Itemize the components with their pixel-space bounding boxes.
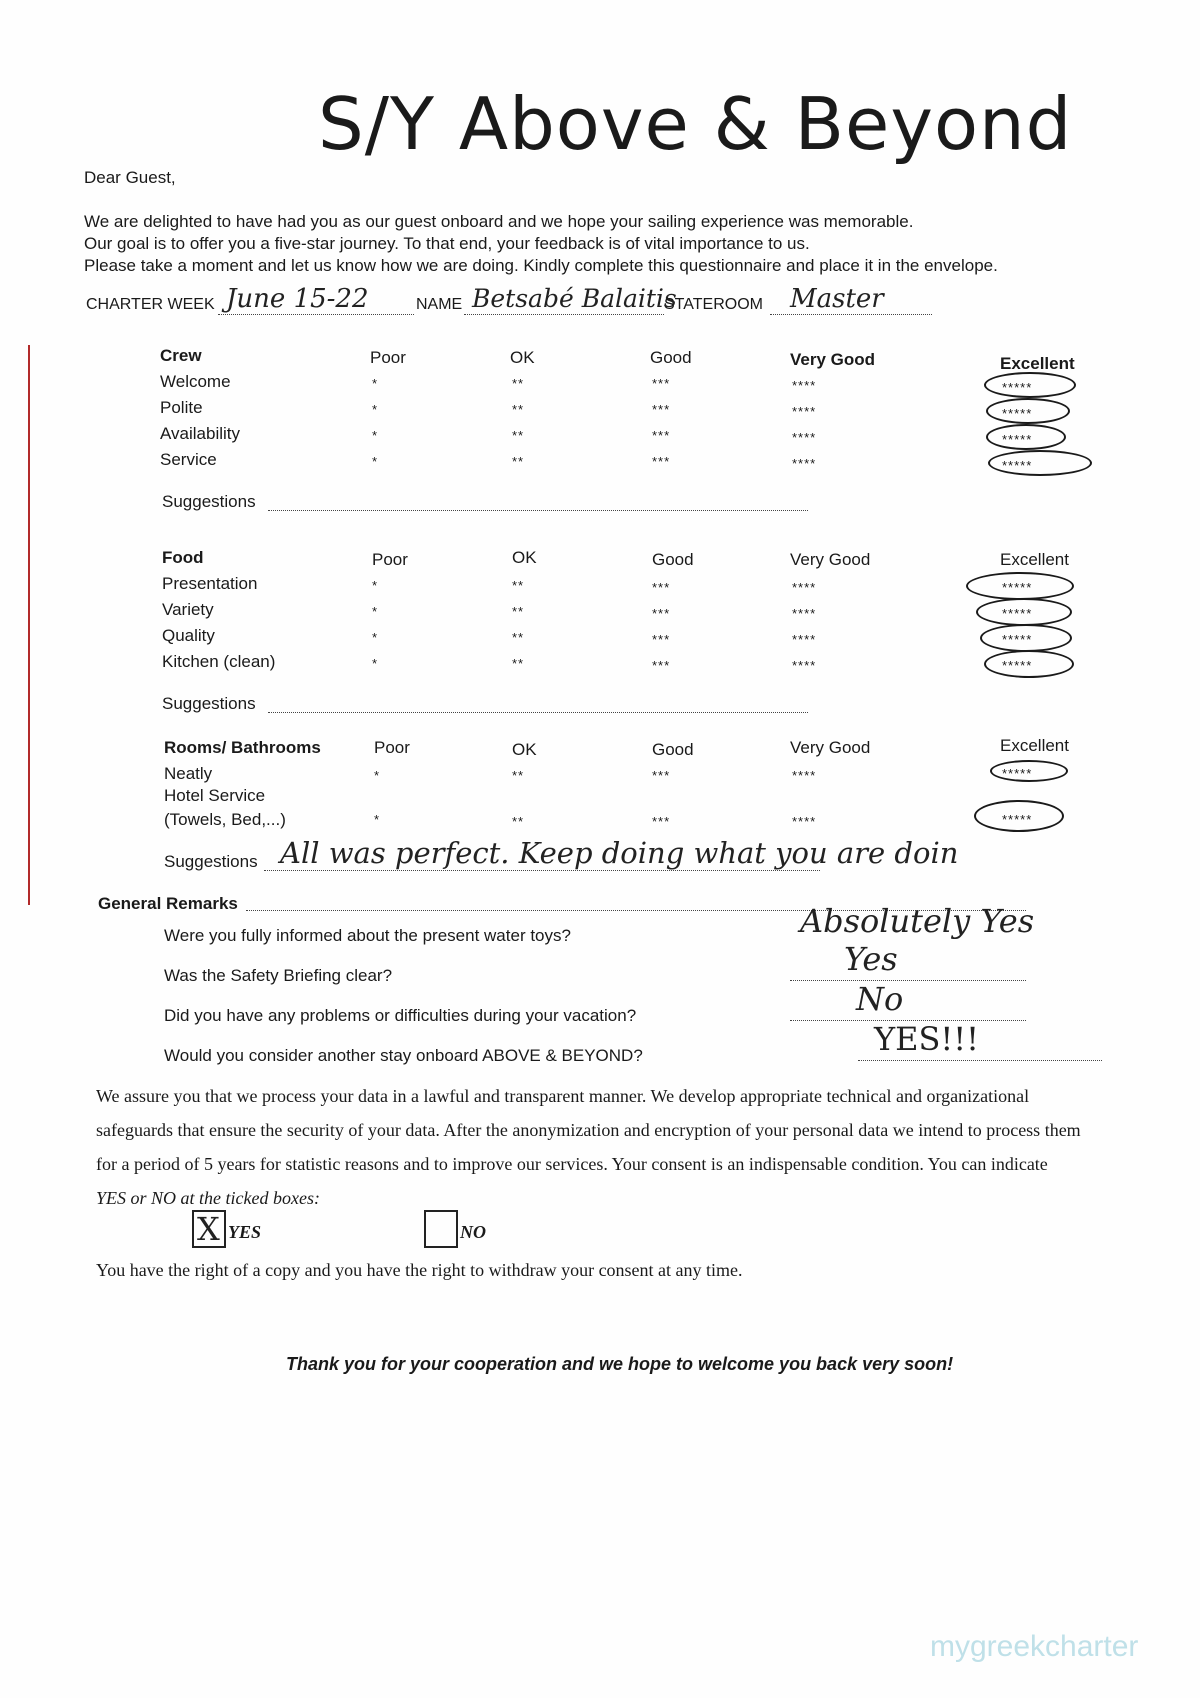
star-poor[interactable]: * bbox=[372, 656, 379, 671]
star-very-good[interactable]: **** bbox=[792, 814, 817, 829]
star-ok[interactable]: ** bbox=[512, 656, 525, 671]
star-very-good[interactable]: **** bbox=[792, 456, 817, 471]
crew-item: Availability bbox=[160, 424, 241, 443]
intro-line-3: Please take a moment and let us know how we are doing. Kindly complete this questionnaire and place it in the envelope. bbox=[84, 256, 998, 275]
star-poor[interactable]: * bbox=[374, 812, 381, 827]
privacy-text-line: safeguards that ensure the security of your data. After the anonymization and encryption of your personal data we intend to process them bbox=[96, 1120, 1081, 1140]
privacy-text-line: YES or NO at the ticked boxes: bbox=[96, 1188, 320, 1208]
charter-week-value[interactable]: June 15-22 bbox=[226, 284, 369, 314]
section-title-crew: Crew bbox=[160, 346, 202, 365]
col-excellent: Excellent bbox=[1000, 736, 1069, 755]
question-text: Was the Safety Briefing clear? bbox=[164, 966, 393, 985]
star-poor[interactable]: * bbox=[372, 428, 379, 443]
suggestions-input[interactable] bbox=[264, 870, 820, 871]
selection-circle bbox=[984, 372, 1076, 398]
col-excellent: Excellent bbox=[1000, 550, 1069, 569]
intro-line-2: Our goal is to offer you a five-star journey. To that end, your feedback is of vital importance to us. bbox=[84, 234, 810, 253]
star-good[interactable]: *** bbox=[652, 768, 671, 783]
star-excellent[interactable]: ***** bbox=[1002, 380, 1033, 395]
no-checkbox[interactable] bbox=[424, 1210, 458, 1248]
star-very-good[interactable]: **** bbox=[792, 430, 817, 445]
star-very-good[interactable]: **** bbox=[792, 632, 817, 647]
star-ok[interactable]: ** bbox=[512, 402, 525, 417]
selection-circle bbox=[986, 398, 1070, 424]
page-title: S/Y Above & Beyond bbox=[318, 82, 1073, 166]
star-excellent[interactable]: ***** bbox=[1002, 632, 1033, 647]
answer-value[interactable]: Yes bbox=[844, 940, 898, 978]
star-ok[interactable]: ** bbox=[512, 768, 525, 783]
star-ok[interactable]: ** bbox=[512, 604, 525, 619]
star-poor[interactable]: * bbox=[372, 376, 379, 391]
question-text: Did you have any problems or difficulties during your vacation? bbox=[164, 1006, 637, 1025]
star-poor[interactable]: * bbox=[372, 454, 379, 469]
star-poor[interactable]: * bbox=[372, 604, 379, 619]
name-value[interactable]: Betsabé Balaitis bbox=[472, 284, 677, 313]
star-good[interactable]: *** bbox=[652, 814, 671, 829]
rooms-item: Neatly bbox=[164, 764, 213, 783]
yes-checkbox[interactable] bbox=[192, 1210, 226, 1248]
star-good[interactable]: *** bbox=[652, 580, 671, 595]
selection-circle bbox=[988, 450, 1092, 476]
star-excellent[interactable]: ***** bbox=[1002, 812, 1033, 827]
col-good: Good bbox=[652, 550, 694, 569]
star-poor[interactable]: * bbox=[372, 578, 379, 593]
selection-circle bbox=[984, 650, 1074, 678]
margin-line bbox=[28, 345, 30, 905]
crew-item: Service bbox=[160, 450, 217, 469]
food-item: Quality bbox=[162, 626, 215, 645]
selection-circle bbox=[974, 800, 1064, 832]
question-text: Would you consider another stay onboard ABOVE & BEYOND? bbox=[164, 1046, 643, 1065]
rooms-item: (Towels, Bed,...) bbox=[164, 810, 286, 829]
check-mark-icon: X bbox=[197, 1210, 220, 1248]
star-ok[interactable]: ** bbox=[512, 428, 525, 443]
selection-circle bbox=[966, 572, 1074, 600]
col-ok: OK bbox=[510, 348, 535, 367]
rights-text: You have the right of a copy and you have the right to withdraw your consent at any time. bbox=[96, 1260, 743, 1280]
suggestions-label: Suggestions bbox=[164, 852, 258, 871]
star-excellent[interactable]: ***** bbox=[1002, 406, 1033, 421]
star-ok[interactable]: ** bbox=[512, 578, 525, 593]
question-text: Were you fully informed about the present water toys? bbox=[164, 926, 571, 945]
star-excellent[interactable]: ***** bbox=[1002, 458, 1033, 473]
star-excellent[interactable]: ***** bbox=[1002, 432, 1033, 447]
greeting: Dear Guest, bbox=[84, 168, 176, 187]
food-item: Presentation bbox=[162, 574, 258, 593]
star-good[interactable]: *** bbox=[652, 606, 671, 621]
section-title-food: Food bbox=[162, 548, 204, 567]
star-good[interactable]: *** bbox=[652, 632, 671, 647]
selection-circle bbox=[986, 424, 1066, 450]
star-good[interactable]: *** bbox=[652, 454, 671, 469]
no-label: NO bbox=[460, 1222, 486, 1242]
stateroom-label: STATEROOM bbox=[664, 296, 763, 313]
star-poor[interactable]: * bbox=[372, 630, 379, 645]
col-poor: Poor bbox=[370, 348, 406, 367]
star-very-good[interactable]: **** bbox=[792, 378, 817, 393]
intro-line-1: We are delighted to have had you as our guest onboard and we hope your sailing experience was memorable. bbox=[84, 212, 914, 231]
star-poor[interactable]: * bbox=[372, 402, 379, 417]
star-ok[interactable]: ** bbox=[512, 814, 525, 829]
col-excellent: Excellent bbox=[1000, 354, 1075, 373]
suggestions-label: Suggestions bbox=[162, 694, 256, 713]
star-ok[interactable]: ** bbox=[512, 454, 525, 469]
answer-value[interactable]: Absolutely Yes bbox=[800, 902, 1035, 940]
col-poor: Poor bbox=[372, 550, 408, 569]
charter-week-label: CHARTER WEEK bbox=[86, 296, 215, 313]
closing-text: Thank you for your cooperation and we hope to welcome you back very soon! bbox=[286, 1354, 954, 1374]
star-good[interactable]: *** bbox=[652, 658, 671, 673]
food-item: Variety bbox=[162, 600, 214, 619]
star-excellent[interactable]: ***** bbox=[1002, 580, 1033, 595]
privacy-text-line: for a period of 5 years for statistic reasons and to improve our services. Your consent is an indispensable condition. You can indicate bbox=[96, 1154, 1048, 1174]
star-good[interactable]: *** bbox=[652, 376, 671, 391]
general-remarks-label: General Remarks bbox=[98, 894, 238, 913]
selection-circle bbox=[980, 624, 1072, 652]
stateroom-value[interactable]: Master bbox=[790, 284, 884, 314]
col-ok: OK bbox=[512, 740, 537, 759]
star-very-good[interactable]: **** bbox=[792, 658, 817, 673]
answer-value[interactable]: No bbox=[856, 980, 904, 1018]
star-excellent[interactable]: ***** bbox=[1002, 658, 1033, 673]
section-title-rooms: Rooms/ Bathrooms bbox=[164, 738, 321, 757]
col-very-good: Very Good bbox=[790, 550, 871, 569]
suggestions-input[interactable] bbox=[268, 712, 808, 713]
yes-label: YES bbox=[228, 1222, 262, 1242]
col-ok: OK bbox=[512, 548, 537, 567]
star-excellent[interactable]: ***** bbox=[1002, 766, 1033, 781]
star-ok[interactable]: ** bbox=[512, 630, 525, 645]
suggestions-label: Suggestions bbox=[162, 492, 256, 511]
privacy-text-line: We assure you that we process your data in a lawful and transparent manner. We develop appropriate technical and organizational bbox=[96, 1086, 1030, 1106]
name-label: NAME bbox=[416, 296, 463, 313]
col-very-good: Very Good bbox=[790, 350, 876, 369]
selection-circle bbox=[990, 760, 1068, 782]
crew-item: Polite bbox=[160, 398, 203, 417]
answer-value[interactable]: YES!!! bbox=[874, 1020, 979, 1058]
star-very-good[interactable]: **** bbox=[792, 768, 817, 783]
rooms-suggestions-value[interactable]: All was perfect. Keep doing what you are doin bbox=[280, 836, 959, 870]
star-excellent[interactable]: ***** bbox=[1002, 606, 1033, 621]
col-good: Good bbox=[652, 740, 694, 759]
star-poor[interactable]: * bbox=[374, 768, 381, 783]
col-good: Good bbox=[650, 348, 692, 367]
star-very-good[interactable]: **** bbox=[792, 606, 817, 621]
star-very-good[interactable]: **** bbox=[792, 580, 817, 595]
star-very-good[interactable]: **** bbox=[792, 404, 817, 419]
watermark: mygreekcharter bbox=[930, 1630, 1139, 1663]
star-good[interactable]: *** bbox=[652, 428, 671, 443]
selection-circle bbox=[976, 598, 1072, 626]
suggestions-input[interactable] bbox=[268, 510, 808, 511]
rooms-item: Hotel Service bbox=[164, 786, 266, 805]
crew-item: Welcome bbox=[160, 372, 231, 391]
col-poor: Poor bbox=[374, 738, 410, 757]
col-very-good: Very Good bbox=[790, 738, 871, 757]
food-item: Kitchen (clean) bbox=[162, 652, 276, 671]
star-good[interactable]: *** bbox=[652, 402, 671, 417]
star-ok[interactable]: ** bbox=[512, 376, 525, 391]
